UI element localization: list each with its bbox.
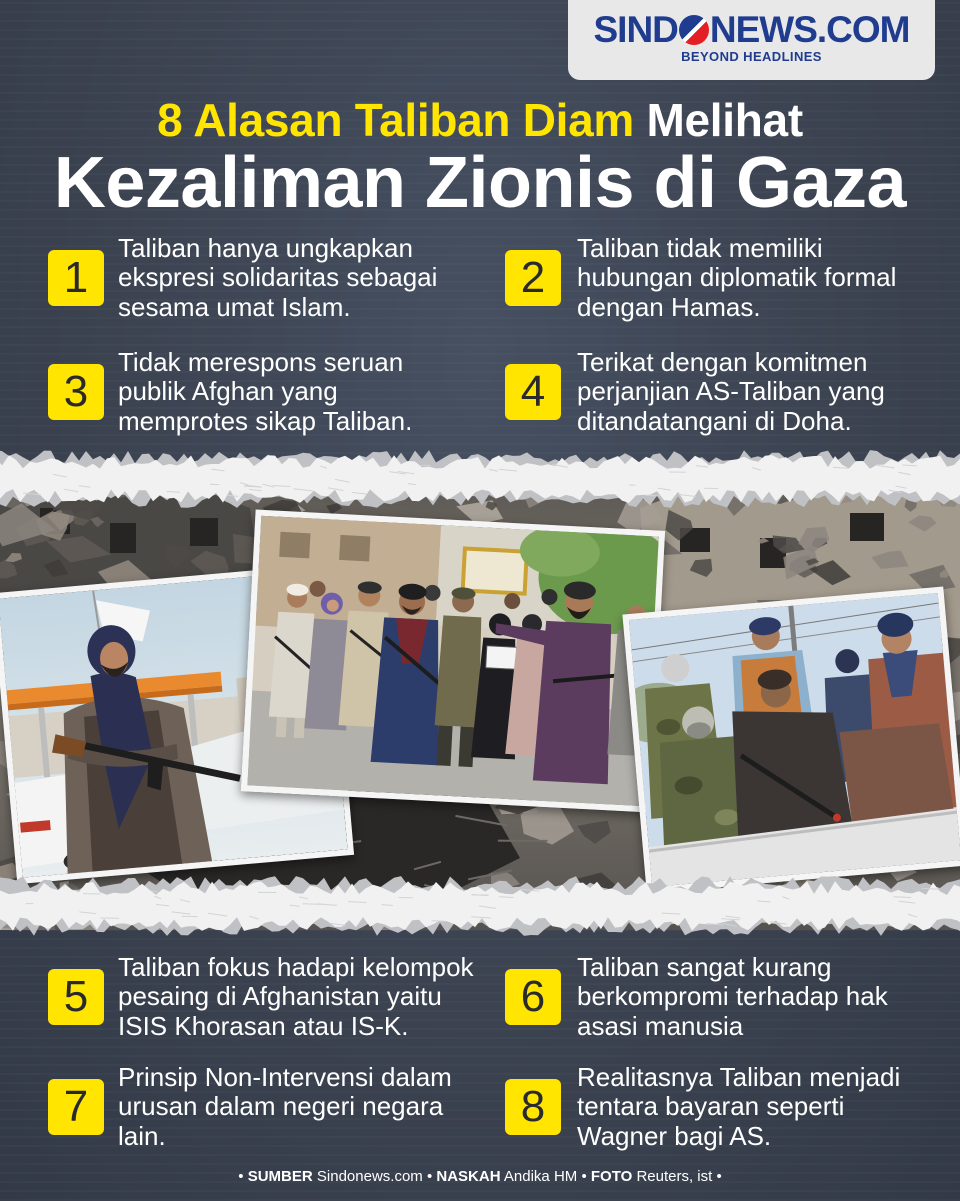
reason-number-badge: 3 [48, 364, 104, 420]
rebar [194, 846, 234, 847]
reason-number-badge: 7 [48, 1079, 104, 1135]
reason-number-badge: 1 [48, 250, 104, 306]
separator: • [426, 1168, 433, 1185]
title-line-1 [0, 95, 960, 145]
paper-fiber [696, 466, 708, 467]
reason-number-badge: 4 [505, 364, 561, 420]
credit-value: Sindonews.com [316, 1168, 423, 1185]
reason-number-badge: 8 [505, 1079, 561, 1135]
reason-item-3 [48, 348, 412, 436]
building-opening [110, 523, 136, 553]
building-opening [850, 513, 884, 541]
reason-text: Taliban fokus hadapi kelompok pesaing di Afghanistan yaitu ISIS Khorasan atau IS-K. [118, 951, 474, 1041]
reason-item-4 [505, 348, 885, 436]
rubble-debris [0, 906, 34, 930]
page-title: Kezaliman Zionis di Gaza [53, 143, 907, 223]
rubble-scene [0, 468, 960, 930]
logo-wordmark [568, 10, 935, 50]
rubble-background [0, 468, 960, 930]
reason-text: Taliban hanya ungkapkan ekspresi solidaritas sebagai sesama umat Islam. [118, 232, 438, 322]
reason-text: Taliban sangat kurang berkompromi terhadap hak asasi manusia [577, 951, 888, 1041]
paper-fiber [902, 465, 916, 466]
title-highlight: 8 Alasan Taliban Diam [157, 94, 634, 146]
separator: • [581, 1168, 587, 1185]
logo-tagline: BEYOND HEADLINES [681, 49, 822, 64]
reason-number-badge: 6 [505, 969, 561, 1025]
reason-text: Realitasnya Taliban menjadi tentara bayaran seperti Wagner bagi AS. [577, 1061, 901, 1151]
reason-number-badge: 2 [505, 250, 561, 306]
separator: • [238, 1168, 244, 1185]
credits-footer [0, 1167, 960, 1187]
building-opening [190, 518, 218, 546]
title-rest: Melihat [646, 94, 803, 146]
reason-text: Terikat dengan komitmen perjanjian AS-Taliban yang ditandatangani di Doha. [577, 346, 885, 436]
paper-fiber [553, 464, 568, 467]
logo-o-icon [679, 15, 709, 45]
rebar [266, 885, 317, 886]
reason-item-1 [48, 234, 437, 322]
credit-value: Andika HM [503, 1168, 578, 1185]
separator: • [716, 1168, 722, 1185]
reason-text: Prinsip Non-Intervensi dalam urusan dalam negeri negara lain. [118, 1061, 452, 1151]
credit-value: Reuters, ist [636, 1168, 713, 1185]
reason-text: Tidak merespons seruan publik Afghan yang memprotes sikap Taliban. [118, 346, 413, 436]
sindonews-logo [568, 0, 935, 80]
credit-label: SUMBER [247, 1168, 313, 1185]
reason-item-7 [48, 1063, 452, 1151]
reason-number-badge: 5 [48, 969, 104, 1025]
reason-item-6 [505, 953, 888, 1041]
credit-label: FOTO [590, 1168, 633, 1185]
credit-label: NASKAH [436, 1168, 501, 1185]
reason-item-2 [505, 234, 896, 322]
logo-text-right: NEWS.COM [709, 9, 910, 50]
reason-item-5 [48, 953, 474, 1041]
reason-item-8 [505, 1063, 900, 1151]
logo-text-left: SIND [593, 9, 678, 50]
reason-text: Taliban tidak memiliki hubungan diplomatik formal dengan Hamas. [577, 232, 897, 322]
